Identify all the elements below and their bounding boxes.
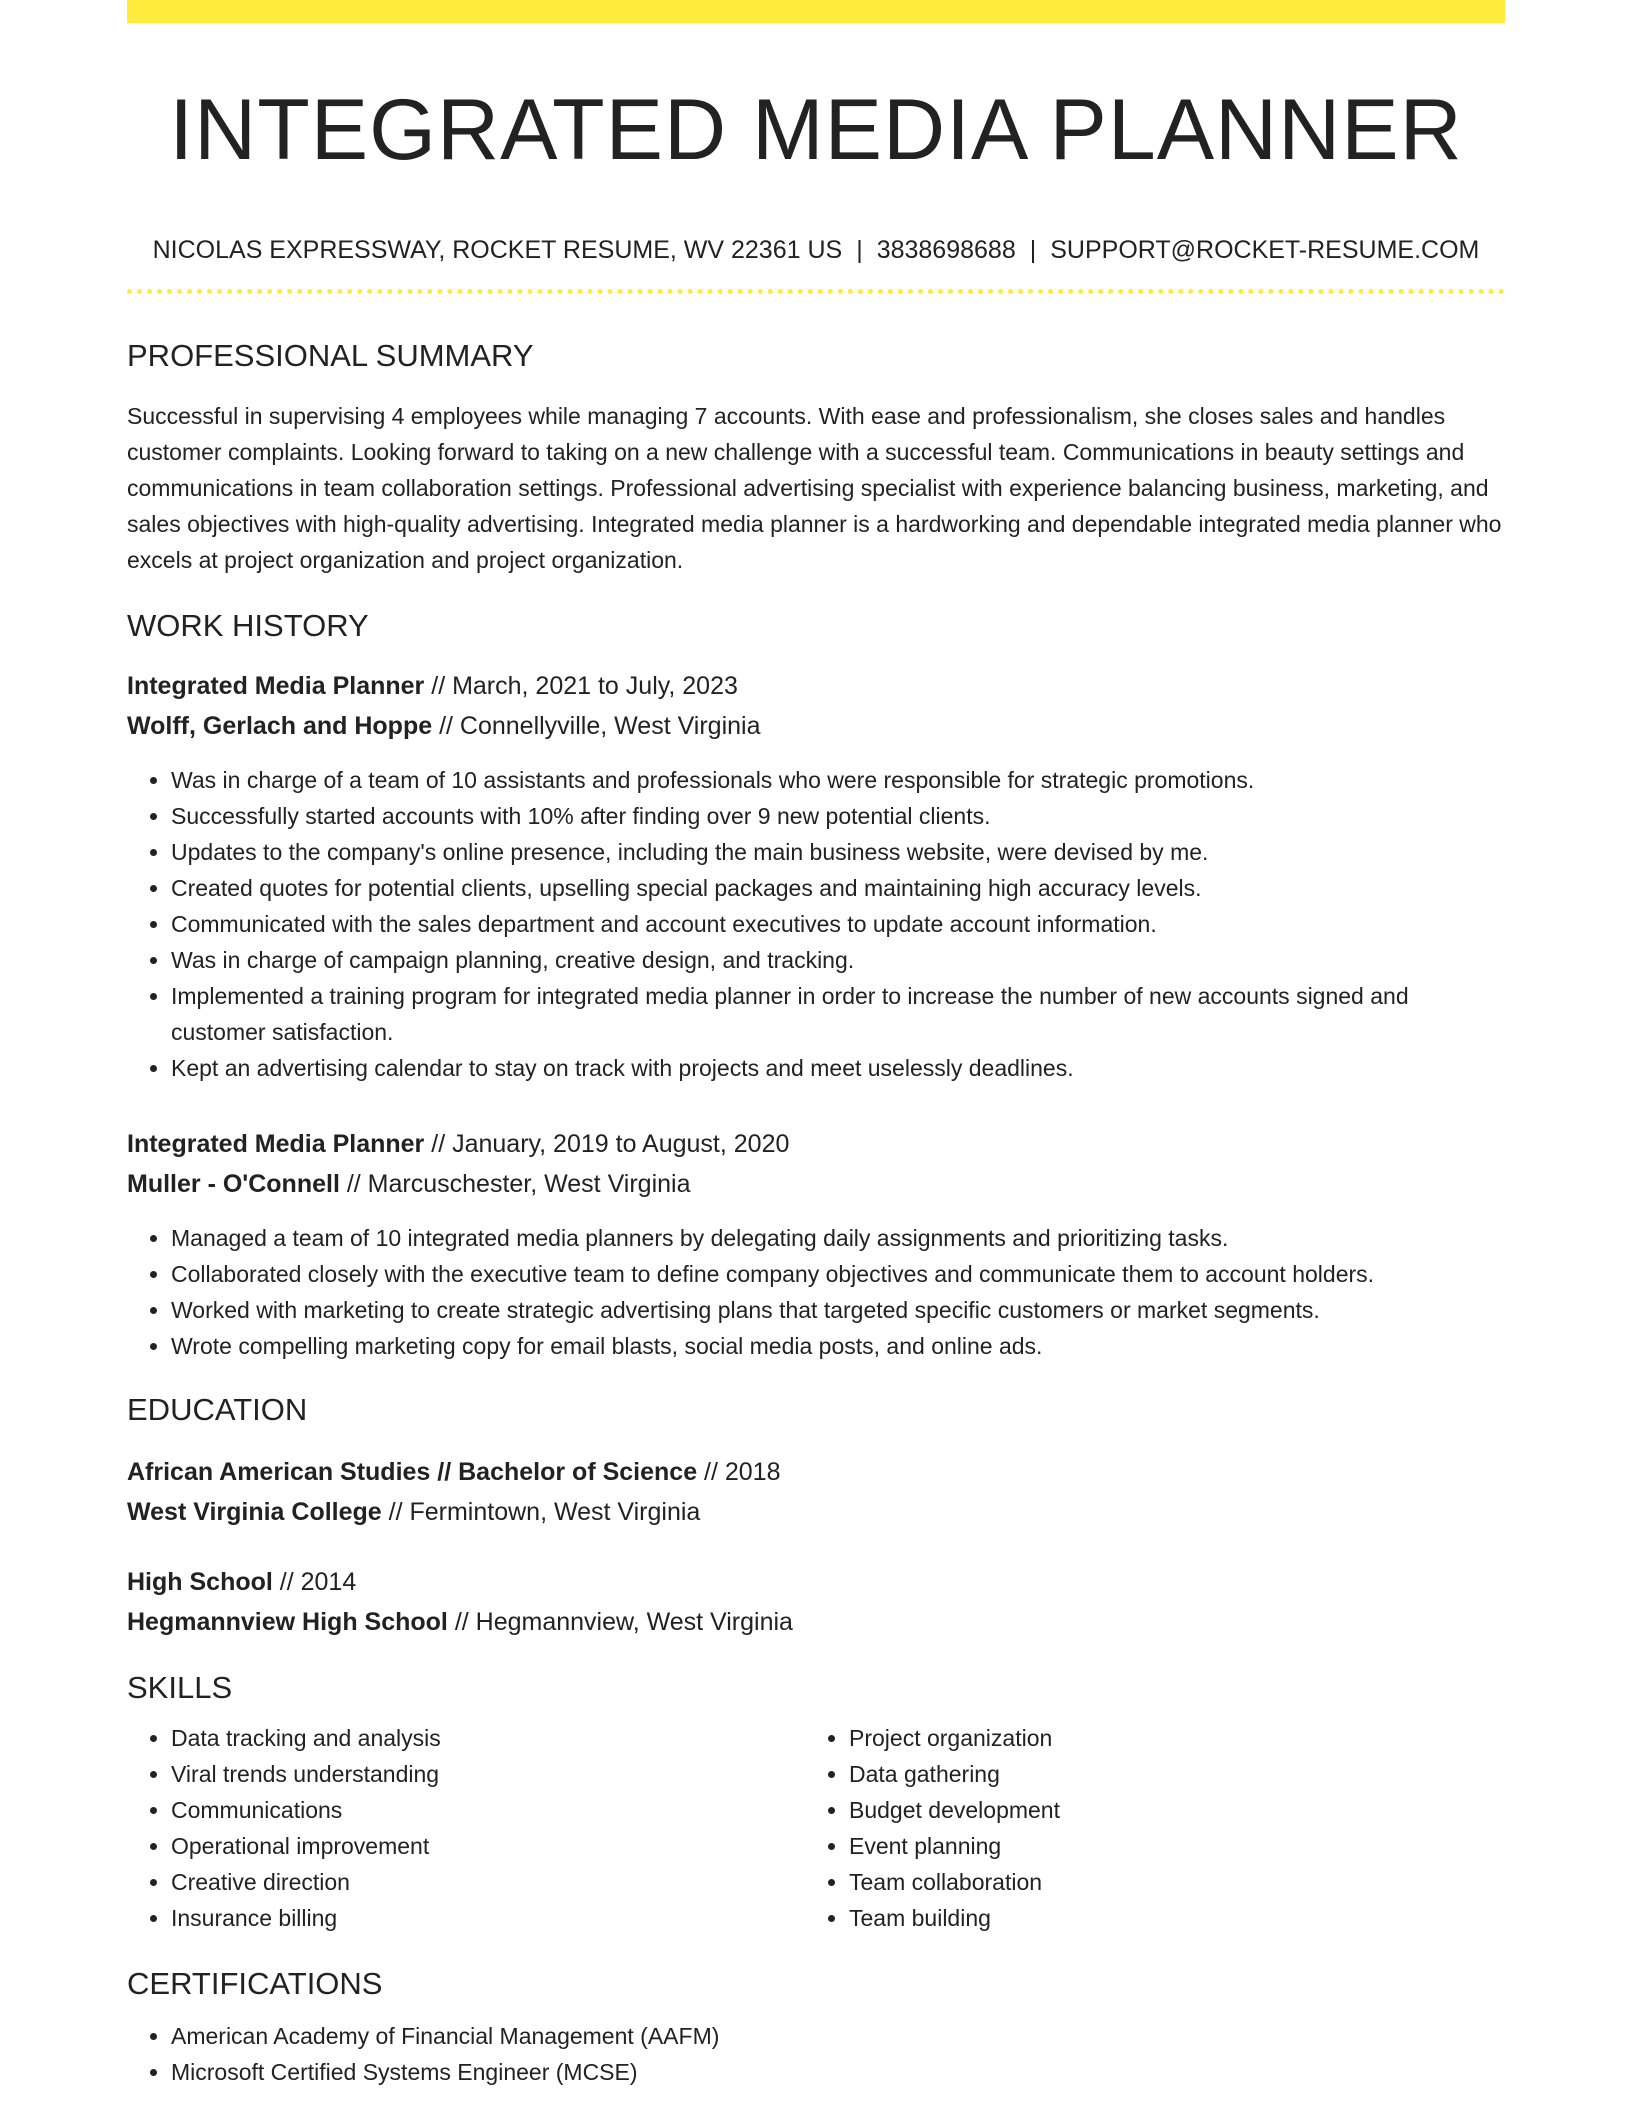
job-role: Integrated Media Planner: [127, 672, 425, 700]
list-item: • Event planning: [849, 1828, 1449, 1864]
list-item: • Data tracking and analysis: [171, 1720, 805, 1756]
job-company-line: [127, 1164, 1505, 1204]
skills-heading: SKILLS: [127, 1670, 233, 1705]
list-item: • Data gathering: [849, 1756, 1449, 1792]
top-accent-bar: [127, 0, 1505, 23]
resume-page: [127, 0, 1505, 2090]
list-item: • Project organization: [849, 1720, 1449, 1756]
education-school-line: [127, 1602, 1505, 1642]
list-item: • Collaborated closely with the executive team to define company objectives and communicate them to account holders.: [171, 1256, 1505, 1292]
list-item: • Worked with marketing to create strategic advertising plans that targeted specific customers or market segments.: [171, 1292, 1505, 1328]
list-item: • Budget development: [849, 1792, 1449, 1828]
education-location: // Fermintown, West Virginia: [381, 1498, 701, 1526]
contact-separator: |: [856, 236, 863, 264]
job-company-line: [127, 706, 1505, 746]
job-entry: [127, 1124, 1505, 1364]
education-year: // 2018: [697, 1458, 781, 1486]
job-bullets: [127, 1220, 1505, 1364]
contact-separator: |: [1029, 236, 1037, 264]
job-title-line: [127, 666, 1505, 706]
list-item: • Wrote compelling marketing copy for email blasts, social media posts, and online ads.: [171, 1328, 1505, 1364]
list-item: • Insurance billing: [171, 1900, 805, 1936]
candidate-name: INTEGRATED MEDIA PLANNER: [169, 82, 1463, 178]
job-title-line: [127, 1124, 1505, 1164]
education-degree: High School: [127, 1568, 273, 1596]
certifications-list: [127, 2018, 1505, 2090]
list-item: • Created quotes for potential clients, upselling special packages and maintaining high accuracy levels.: [171, 870, 1505, 906]
education-degree-line: [127, 1562, 1505, 1602]
certifications-heading: CERTIFICATIONS: [127, 1966, 383, 2001]
skills-columns: [127, 1720, 1505, 1936]
job-company: Muller - O'Connell: [127, 1170, 340, 1198]
list-item: • Was in charge of campaign planning, creative design, and tracking.: [171, 942, 1505, 978]
education-heading: EDUCATION: [127, 1392, 308, 1427]
education-school: West Virginia College: [127, 1498, 382, 1526]
list-item: • Viral trends understanding: [171, 1756, 805, 1792]
job-location: // Connellyville, West Virginia: [432, 712, 761, 740]
job-location: // Marcuschester, West Virginia: [339, 1170, 691, 1198]
education-year: // 2014: [272, 1568, 357, 1596]
job-company: Wolff, Gerlach and Hoppe: [127, 712, 433, 740]
education-entry: [127, 1562, 1505, 1642]
summary-heading: PROFESSIONAL SUMMARY: [127, 338, 534, 373]
job-dates: // March, 2021 to July, 2023: [424, 672, 738, 700]
job-entry: [127, 666, 1505, 1086]
list-item: • Implemented a training program for integrated media planner in order to increase the number of new accounts signed and customer satisfaction.: [171, 978, 1505, 1050]
job-bullets: [127, 762, 1505, 1086]
list-item: • Communications: [171, 1792, 805, 1828]
list-item: • Was in charge of a team of 10 assistants and professionals who were responsible for strategic promotions.: [171, 762, 1505, 798]
job-role: Integrated Media Planner: [127, 1130, 425, 1158]
skills-left-column: [127, 1720, 805, 1936]
list-item: • Creative direction: [171, 1864, 805, 1900]
contact-email: SUPPORT@ROCKET-RESUME.COM: [1050, 236, 1480, 264]
list-item: • Operational improvement: [171, 1828, 805, 1864]
list-item: • Team building: [849, 1900, 1449, 1936]
work-history-heading: WORK HISTORY: [127, 608, 369, 643]
list-item: • Microsoft Certified Systems Engineer (MCSE): [171, 2054, 1505, 2090]
contact-address: NICOLAS EXPRESSWAY, ROCKET RESUME, WV 22361 US: [152, 236, 843, 264]
job-dates: // January, 2019 to August, 2020: [424, 1130, 790, 1158]
summary-text: Successful in supervising 4 employees while managing 7 accounts. With ease and professionalism, she closes sales and handles customer complaints. Looking forward to taking on a new challenge with a successful team. Communications in beauty settings and communications in team collaboration settings. Professional advertising specialist with experience balancing business, marketing, and sales objectives with high-quality advertising. Integrated media planner is a hardworking and dependable integrated media planner who excels at project organization and project organization.: [127, 403, 1502, 573]
skills-right-column: [805, 1720, 1449, 1936]
contact-line: [127, 235, 1505, 265]
education-school: Hegmannview High School: [127, 1608, 448, 1636]
list-item: • Communicated with the sales department and account executives to update account information.: [171, 906, 1505, 942]
education-degree: African American Studies // Bachelor of Science: [127, 1458, 698, 1486]
list-item: • American Academy of Financial Management (AAFM): [171, 2018, 1505, 2054]
list-item: • Kept an advertising calendar to stay on track with projects and meet uselessly deadlines.: [171, 1050, 1505, 1086]
list-item: • Managed a team of 10 integrated media planners by delegating daily assignments and prioritizing tasks.: [171, 1220, 1505, 1256]
contact-phone: 3838698688: [876, 236, 1016, 264]
education-location: // Hegmannview, West Virginia: [447, 1608, 793, 1636]
list-item: • Team collaboration: [849, 1864, 1449, 1900]
education-school-line: [127, 1492, 1505, 1532]
header-divider: [127, 289, 1505, 294]
education-degree-line: [127, 1452, 1505, 1492]
list-item: • Successfully started accounts with 10% after finding over 9 new potential clients.: [171, 798, 1505, 834]
list-item: • Updates to the company's online presence, including the main business website, were devised by me.: [171, 834, 1505, 870]
education-entry: [127, 1452, 1505, 1532]
